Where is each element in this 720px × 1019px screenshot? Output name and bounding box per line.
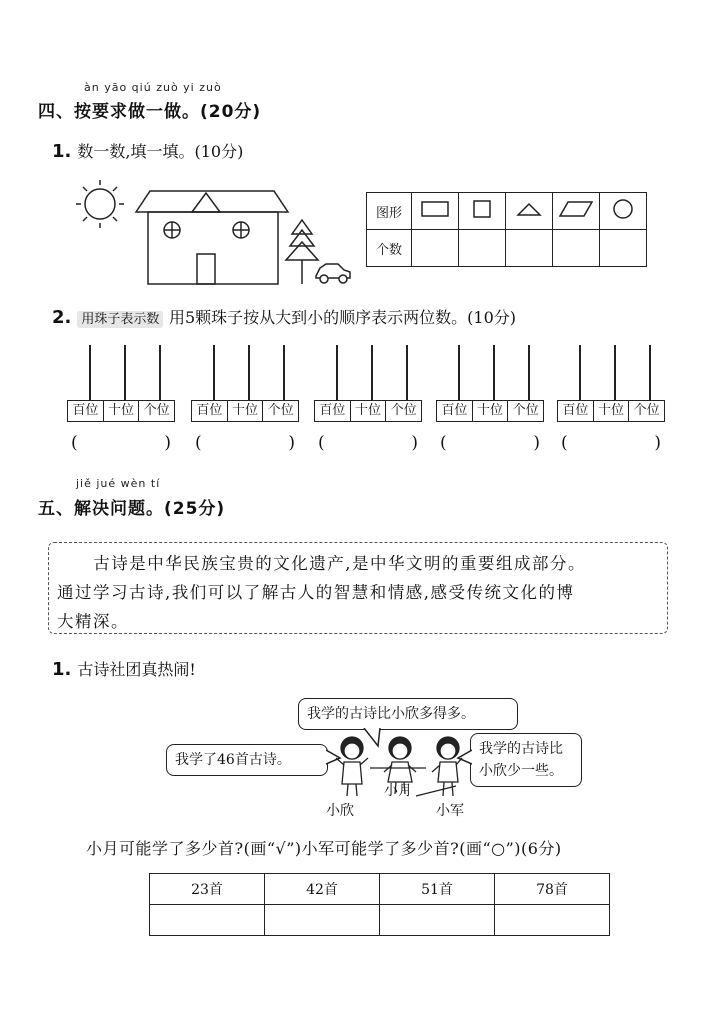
q2-text: 用5颗珠子按从大到小的顺序表示两位数。(10分) — [168, 308, 516, 327]
abacus-rod[interactable] — [406, 345, 408, 400]
abacus-base — [314, 400, 422, 422]
house-icon — [136, 191, 288, 284]
count-cell[interactable] — [600, 230, 647, 267]
q1-text: 数一数,填一填。(10分) — [77, 142, 244, 161]
table-row — [150, 874, 610, 905]
answer-blank[interactable] — [557, 433, 665, 453]
table-row — [367, 193, 647, 230]
place-label: 十位 — [104, 401, 140, 421]
abacus-rod[interactable] — [248, 345, 250, 400]
answer-blank[interactable] — [191, 433, 299, 453]
abacus-base — [436, 400, 544, 422]
shape-count-table — [366, 192, 647, 267]
intro-line: 大精深。 — [57, 612, 129, 631]
q1-number: 1. — [52, 141, 72, 162]
paren-open: ( — [71, 433, 78, 453]
row-header-shape: 图形 — [367, 193, 412, 230]
option-cell: 51首 — [380, 874, 495, 905]
option-cell: 23首 — [150, 874, 265, 905]
place-label: 个位 — [512, 403, 539, 418]
abacus-rod[interactable] — [124, 345, 126, 400]
rectangle-icon — [412, 193, 459, 230]
table-row — [367, 230, 647, 267]
section4-title: 四、按要求做一做。(20分) — [38, 102, 262, 122]
answer-blank[interactable] — [314, 433, 422, 453]
tree-icon — [286, 220, 318, 284]
speech-bubble-xiaoxin: 我学了46首古诗。 — [166, 744, 328, 776]
place-label: 个位 — [633, 403, 660, 418]
paren-open: ( — [561, 433, 568, 453]
abacus-4[interactable] — [436, 345, 544, 455]
circle-icon — [600, 193, 647, 230]
place-label: 百位 — [558, 401, 594, 421]
abacus-base — [557, 400, 665, 422]
abacus-3[interactable] — [314, 345, 422, 455]
q2-number: 2. — [52, 307, 72, 328]
abacus-1[interactable] — [67, 345, 175, 455]
place-label: 百位 — [437, 401, 473, 421]
boy-xiaojun-icon — [432, 737, 462, 796]
name-xiaoxin: 小欣 — [326, 803, 354, 819]
abacus-rod[interactable] — [528, 345, 530, 400]
abacus-rod[interactable] — [213, 345, 215, 400]
girl-xiaoxin-icon — [336, 737, 368, 796]
abacus-rod[interactable] — [336, 345, 338, 400]
mark-cell[interactable] — [495, 905, 610, 936]
bubble-line: 我学的古诗比 — [479, 741, 563, 757]
section4-q2-heading — [52, 305, 516, 328]
abacus-2[interactable] — [191, 345, 299, 455]
abacus-5[interactable] — [557, 345, 665, 455]
place-label: 百位 — [315, 401, 351, 421]
mark-cell[interactable] — [265, 905, 380, 936]
abacus-rod[interactable] — [458, 345, 460, 400]
intro-line: 古诗是中华民族宝贵的文化遗产,是中华文明的重要组成部分。 — [93, 554, 587, 573]
abacus-rod[interactable] — [89, 345, 91, 400]
abacus-base — [67, 400, 175, 422]
place-label: 个位 — [143, 403, 170, 418]
abacus-rod[interactable] — [579, 345, 581, 400]
section5-title: 五、解决问题。(25分) — [38, 499, 226, 519]
paren-close: ) — [411, 433, 418, 453]
answer-blank[interactable] — [436, 433, 544, 453]
count-cell[interactable] — [459, 230, 506, 267]
count-cell[interactable] — [553, 230, 600, 267]
mark-cell[interactable] — [380, 905, 495, 936]
s5-q1-number: 1. — [52, 659, 72, 680]
paren-open: ( — [195, 433, 202, 453]
name-xiaojun: 小军 — [436, 803, 464, 819]
section4-q1-heading — [52, 139, 243, 162]
s5-q1-question: 小月可能学了多少首?(画“√”)小军可能学了多少首?(画“○”)(6分) — [86, 839, 562, 858]
answer-table — [149, 873, 610, 936]
speech-bubble-xiaojun — [470, 733, 582, 787]
place-label: 十位 — [228, 401, 264, 421]
paren-open: ( — [440, 433, 447, 453]
paren-close: ) — [533, 433, 540, 453]
abacus-rod[interactable] — [614, 345, 616, 400]
shapes-picture — [70, 176, 370, 291]
option-cell: 78首 — [495, 874, 610, 905]
count-cell[interactable] — [506, 230, 553, 267]
sun-icon — [76, 180, 124, 228]
table-row — [150, 905, 610, 936]
car-icon — [316, 264, 350, 283]
square-icon — [459, 193, 506, 230]
triangle-icon — [506, 193, 553, 230]
abacus-rod[interactable] — [283, 345, 285, 400]
option-cell: 42首 — [265, 874, 380, 905]
intro-box — [48, 542, 668, 634]
s5-q1-text: 古诗社团真热闹! — [77, 660, 196, 679]
place-label: 十位 — [351, 401, 387, 421]
bubble-line: 小欣少一些。 — [479, 763, 563, 779]
paren-close: ) — [654, 433, 661, 453]
abacus-rod[interactable] — [159, 345, 161, 400]
place-label: 十位 — [473, 401, 509, 421]
parallelogram-icon — [553, 193, 600, 230]
row-header-count: 个数 — [367, 230, 412, 267]
place-label: 个位 — [267, 403, 294, 418]
section5-pinyin: jiě jué wèn tí — [76, 477, 161, 490]
answer-blank[interactable] — [67, 433, 175, 453]
place-label: 百位 — [68, 401, 104, 421]
count-cell[interactable] — [412, 230, 459, 267]
paren-open: ( — [318, 433, 325, 453]
name-xiaoyue: 小月 — [384, 783, 412, 799]
abacus-rod[interactable] — [649, 345, 651, 400]
abacus-rod[interactable] — [493, 345, 495, 400]
paren-close: ) — [164, 433, 171, 453]
section5-q1-heading — [52, 657, 196, 680]
speech-bubble-xiaoyue: 我学的古诗比小欣多得多。 — [298, 698, 518, 730]
intro-line: 通过学习古诗,我们可以了解古人的智慧和情感,感受传统文化的博 — [57, 583, 575, 602]
section4-pinyin: àn yāo qiú zuò yi zuò — [84, 81, 222, 94]
mark-cell[interactable] — [150, 905, 265, 936]
q2-tag: 用珠子表示数 — [77, 311, 163, 328]
place-label: 十位 — [594, 401, 630, 421]
abacus-base — [191, 400, 299, 422]
place-label: 个位 — [390, 403, 417, 418]
place-label: 百位 — [192, 401, 228, 421]
paren-close: ) — [288, 433, 295, 453]
abacus-rod[interactable] — [371, 345, 373, 400]
